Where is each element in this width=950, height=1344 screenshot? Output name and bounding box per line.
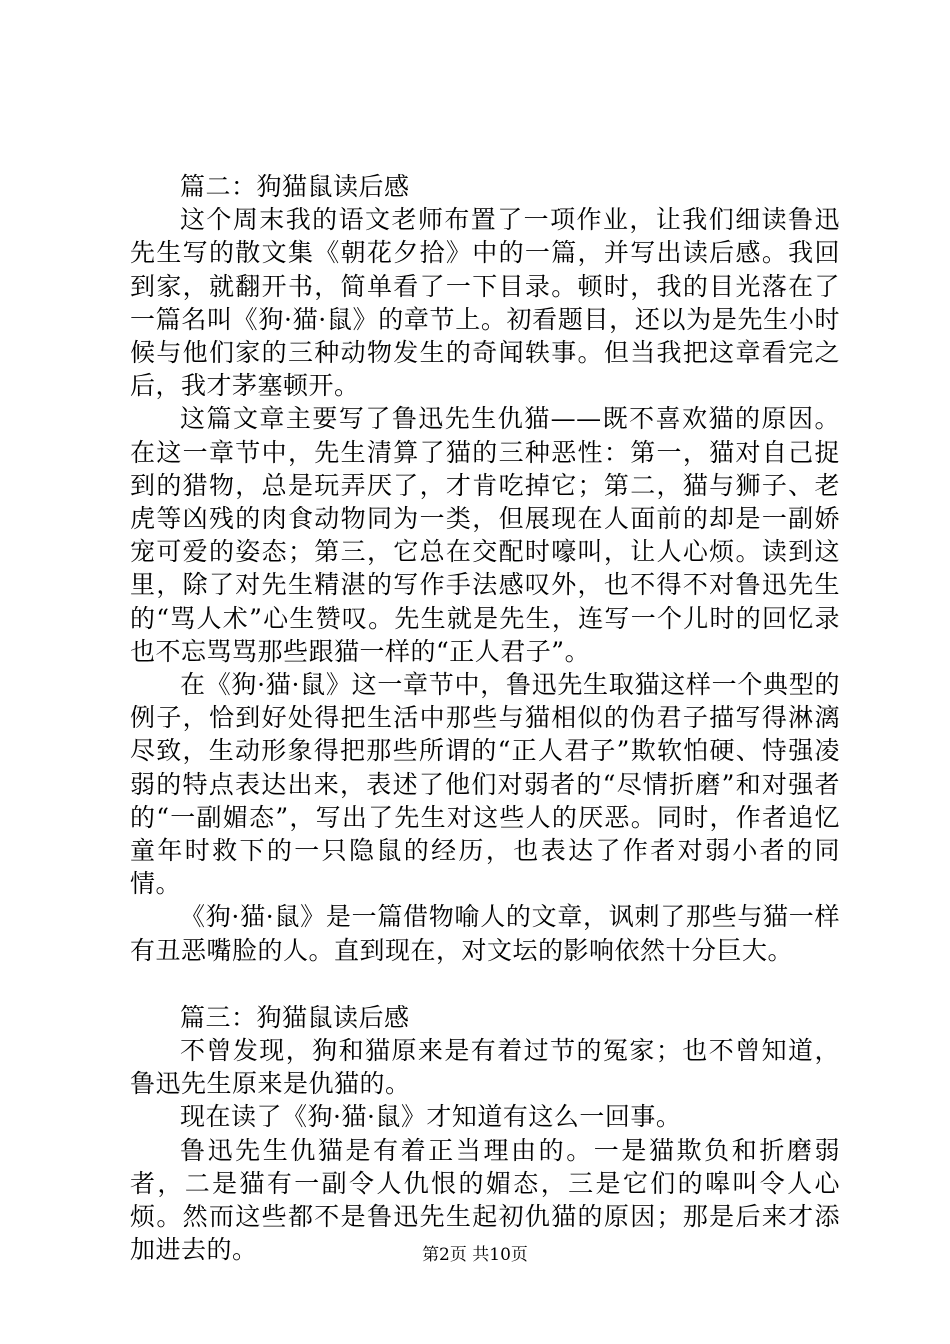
section-2-paragraph-1: 这个周末我的语文老师布置了一项作业，让我们细读鲁迅先生写的散文集《朝花夕拾》中的一篇，并写出读后感。我回到家，就翻开书，简单看了一下目录。顿时，我的目光落在了一篇名叫《狗·猫·鼠》的章节上。初看题目，还以为是先生小时候与他们家的三种动物发生的奇闻轶事。但当我把这章看完之后，我才茅塞顿开。 <box>130 205 840 401</box>
section-3-paragraph-1: 不曾发现，狗和猫原来是有着过节的冤家；也不曾知道，鲁迅先生原来是仇猫的。 <box>130 1036 840 1099</box>
section-2-title: 篇二：狗猫鼠读后感 <box>180 172 410 201</box>
section-2-paragraph-3: 在《狗·猫·鼠》这一章节中，鲁迅先生取猫这样一个典型的例子，恰到好处得把生活中那些与猫相似的伪君子描写得淋漓尽致，生动形象得把那些所谓的“正人君子”欺软怕硬、恃强凌弱的特点表达出来，表述了他们对弱者的“尽情折磨”和对强者的“一副媚态”，写出了先生对这些人的厌恶。同时，作者追忆童年时救下的一只隐鼠的经历，也表达了作者对弱小者的同情。 <box>130 670 840 899</box>
section-3-title: 篇三：狗猫鼠读后感 <box>180 1002 410 1032</box>
section-gap <box>130 967 840 1001</box>
section-2-paragraph-2: 这篇文章主要写了鲁迅先生仇猫——既不喜欢猫的原因。在这一章节中，先生清算了猫的三种恶性：第一，猫对自己捉到的猎物，总是玩弄厌了，才肯吃掉它；第二，猫与狮子、老虎等凶残的肉食动物同为一类，但展现在人面前的却是一副娇宠可爱的姿态；第三，它总在交配时嚎叫，让人心烦。读到这里，除了对先生精湛的写作手法感叹外，也不得不对鲁迅先生的“骂人术”心生赞叹。先生就是先生，连写一个儿时的回忆录也不忘骂骂那些跟猫一样的“正人君子”。 <box>130 404 840 666</box>
section-3-paragraph-3: 鲁迅先生仇猫是有着正当理由的。一是猫欺负和折磨弱者，二是猫有一副令人仇恨的媚态，三是它们的嗥叫令人心烦。然而这些都不是鲁迅先生起初仇猫的原因；那是后来才添加进去的。 <box>130 1135 840 1265</box>
section-3-paragraph-2: 现在读了《狗·猫·鼠》才知道有这么一回事。 <box>180 1102 682 1132</box>
page-number-footer: 第2页 共10页 <box>422 1245 528 1265</box>
document-body <box>130 170 840 1267</box>
section-2-paragraph-4: 《狗·猫·鼠》是一篇借物喻人的文章，讽刺了那些与猫一样有丑恶嘴脸的人。直到现在，对文坛的影响依然十分巨大。 <box>130 902 840 965</box>
